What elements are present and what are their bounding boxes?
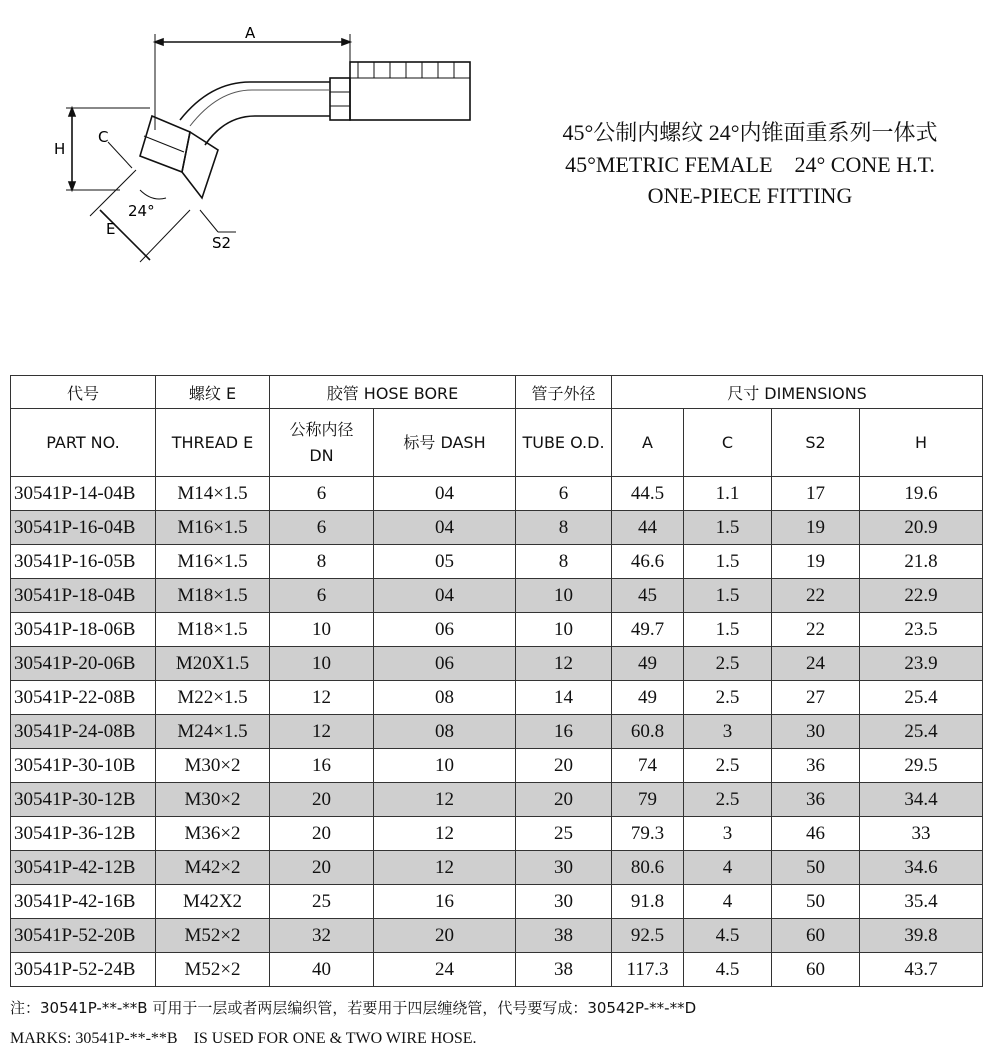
table-cell: 2.5 (684, 647, 772, 681)
table-cell: 30541P-52-20B (11, 919, 156, 953)
table-cell: 38 (516, 919, 612, 953)
table-cell: 4.5 (684, 919, 772, 953)
table-cell: 25.4 (860, 681, 983, 715)
header-dash: 标号 DASH (374, 409, 516, 477)
table-cell: 04 (374, 477, 516, 511)
table-cell: 30541P-42-12B (11, 851, 156, 885)
table-cell: 2.5 (684, 749, 772, 783)
table-cell: 20.9 (860, 511, 983, 545)
table-row (11, 851, 983, 885)
dim-h-arrow-top (69, 108, 75, 116)
table-cell: 16 (374, 885, 516, 919)
table-cell: 10 (270, 647, 374, 681)
table-cell: 10 (516, 579, 612, 613)
title-chinese: 45°公制内螺纹 24°内锥面重系列一体式 (562, 120, 938, 145)
table-cell: 46.6 (612, 545, 684, 579)
table-cell: 22.9 (860, 579, 983, 613)
table-cell: M24×1.5 (156, 715, 270, 749)
angle-arc (140, 190, 166, 199)
table-row (11, 545, 983, 579)
table-cell: M30×2 (156, 749, 270, 783)
table-cell: 20 (516, 749, 612, 783)
fitting-drawing (40, 20, 510, 280)
table-cell: 30541P-16-04B (11, 511, 156, 545)
table-row (11, 681, 983, 715)
note-chinese: 注：30541P-**-**B 可用于一层或者两层编织管，若要用于四层缠绕管，代号要写成：30542P-**-**D (10, 999, 697, 1017)
dim-a-label: A (245, 24, 256, 42)
table-row (11, 511, 983, 545)
header-dn-en: DN (309, 445, 334, 465)
table-row (11, 477, 983, 511)
table-cell: 20 (516, 783, 612, 817)
title-english-line1: 45°METRIC FEMALE 24° CONE H.T. (565, 152, 935, 177)
table-cell: 23.9 (860, 647, 983, 681)
table-cell: 1.5 (684, 545, 772, 579)
table-cell: 8 (516, 545, 612, 579)
dim-a-arrow-left (155, 39, 163, 45)
table-cell: 12 (270, 715, 374, 749)
table-cell: 16 (516, 715, 612, 749)
table-cell: M18×1.5 (156, 613, 270, 647)
socket-body (350, 62, 470, 120)
table-cell: 1.5 (684, 613, 772, 647)
table-cell: 30541P-30-12B (11, 783, 156, 817)
table-cell: 16 (270, 749, 374, 783)
header-a: A (612, 409, 684, 477)
table-cell: 20 (270, 851, 374, 885)
table-cell: 30541P-14-04B (11, 477, 156, 511)
table-cell: 12 (374, 817, 516, 851)
table-cell: 8 (270, 545, 374, 579)
hex-collar (330, 78, 350, 120)
table-cell: M36×2 (156, 817, 270, 851)
table-row (11, 749, 983, 783)
table-cell: 3 (684, 715, 772, 749)
table-cell: 25.4 (860, 715, 983, 749)
table-body (11, 477, 983, 987)
table-cell: 6 (270, 511, 374, 545)
table-cell: 30541P-24-08B (11, 715, 156, 749)
table-cell: 30541P-42-16B (11, 885, 156, 919)
table-cell: 6 (270, 477, 374, 511)
table-cell: 49 (612, 681, 684, 715)
table-cell: 30 (772, 715, 860, 749)
table-cell: M16×1.5 (156, 511, 270, 545)
dim-s2-label: S2 (212, 234, 232, 252)
table-cell: 91.8 (612, 885, 684, 919)
header-hose-bore: 胶管 HOSE BORE (270, 376, 516, 409)
table-cell: 20 (270, 817, 374, 851)
table-cell: 14 (516, 681, 612, 715)
header-thread-e: THREAD E (156, 409, 270, 477)
header-thread: 螺纹 E (156, 376, 270, 409)
table-cell: M30×2 (156, 783, 270, 817)
table-row (11, 715, 983, 749)
table-cell: 2.5 (684, 681, 772, 715)
dim-c-label: C (98, 128, 109, 146)
table-cell: 33 (860, 817, 983, 851)
table-row (11, 885, 983, 919)
dim-h-label: H (54, 140, 66, 158)
table-cell: 38 (516, 953, 612, 987)
table-cell: 50 (772, 851, 860, 885)
table-cell: 24 (772, 647, 860, 681)
header-h: H (860, 409, 983, 477)
header-part-no: PART NO. (11, 409, 156, 477)
table-row (11, 579, 983, 613)
table-cell: 34.6 (860, 851, 983, 885)
table-cell: M52×2 (156, 919, 270, 953)
dim-e-label: E (106, 220, 116, 238)
table-cell: 21.8 (860, 545, 983, 579)
table-cell: M42X2 (156, 885, 270, 919)
table-cell: 10 (270, 613, 374, 647)
table-cell: 44 (612, 511, 684, 545)
table-cell: 44.5 (612, 477, 684, 511)
table-cell: 30541P-16-05B (11, 545, 156, 579)
table-cell: 08 (374, 681, 516, 715)
table-cell: 36 (772, 749, 860, 783)
table-cell: 60 (772, 919, 860, 953)
table-cell: 79.3 (612, 817, 684, 851)
tube-outer (180, 82, 330, 120)
table-cell: 6 (516, 477, 612, 511)
table-cell: 12 (270, 681, 374, 715)
table-cell: 29.5 (860, 749, 983, 783)
table-row (11, 613, 983, 647)
table-cell: 35.4 (860, 885, 983, 919)
table-cell: 30541P-18-06B (11, 613, 156, 647)
table-cell: 30 (516, 885, 612, 919)
table-cell: 10 (516, 613, 612, 647)
table-cell: 25 (516, 817, 612, 851)
table-cell: 30541P-18-04B (11, 579, 156, 613)
table-cell: 50 (772, 885, 860, 919)
header-code: 代号 (11, 376, 156, 409)
table-cell: 60.8 (612, 715, 684, 749)
table-cell: 39.8 (860, 919, 983, 953)
dimensions-table (10, 375, 983, 987)
table-cell: M20X1.5 (156, 647, 270, 681)
table-cell: 30541P-52-24B (11, 953, 156, 987)
table-cell: 12 (516, 647, 612, 681)
table-cell: M42×2 (156, 851, 270, 885)
table-cell: 49.7 (612, 613, 684, 647)
header-c: C (684, 409, 772, 477)
nut-mid-line (144, 136, 184, 152)
table-cell: 30541P-22-08B (11, 681, 156, 715)
table-cell: 32 (270, 919, 374, 953)
header-tube-od: TUBE O.D. (516, 409, 612, 477)
table-cell: 1.1 (684, 477, 772, 511)
nut-side (182, 132, 218, 198)
table-cell: 34.4 (860, 783, 983, 817)
table-cell: 04 (374, 579, 516, 613)
note-english: MARKS: 30541P-**-**B IS USED FOR ONE & TWO WIRE HOSE. (10, 1030, 477, 1047)
tube-shade (190, 90, 330, 126)
table-cell: 10 (374, 749, 516, 783)
table-cell: 2.5 (684, 783, 772, 817)
table-cell: 92.5 (612, 919, 684, 953)
table-cell: 1.5 (684, 511, 772, 545)
table-cell: 19 (772, 545, 860, 579)
table-cell: 43.7 (860, 953, 983, 987)
table-cell: 30541P-20-06B (11, 647, 156, 681)
table-cell: 3 (684, 817, 772, 851)
table-cell: 40 (270, 953, 374, 987)
table-cell: 06 (374, 613, 516, 647)
table-row (11, 953, 983, 987)
table-row (11, 919, 983, 953)
table-cell: 12 (374, 783, 516, 817)
table-cell: 46 (772, 817, 860, 851)
title-english-line2: ONE-PIECE FITTING (647, 183, 853, 208)
table-cell: 4 (684, 851, 772, 885)
table-cell: 04 (374, 511, 516, 545)
header-row-2 (11, 409, 983, 477)
table-cell: M14×1.5 (156, 477, 270, 511)
table-cell: 6 (270, 579, 374, 613)
table-row (11, 647, 983, 681)
table-cell: 12 (374, 851, 516, 885)
header-s2: S2 (772, 409, 860, 477)
table-cell: 20 (374, 919, 516, 953)
table-cell: 36 (772, 783, 860, 817)
dim-h-arrow-bottom (69, 182, 75, 190)
table-cell: 27 (772, 681, 860, 715)
table-cell: 30541P-36-12B (11, 817, 156, 851)
table-cell: 4.5 (684, 953, 772, 987)
table-cell: 79 (612, 783, 684, 817)
header-tube: 管子外径 (516, 376, 612, 409)
table-cell: 74 (612, 749, 684, 783)
s2-leader (200, 210, 218, 232)
header-row-1 (11, 376, 983, 409)
table-cell: 49 (612, 647, 684, 681)
table-cell: 45 (612, 579, 684, 613)
table-cell: 30541P-30-10B (11, 749, 156, 783)
table-cell: 05 (374, 545, 516, 579)
table-cell: 1.5 (684, 579, 772, 613)
fitting-diagram-svg (40, 20, 510, 280)
table-cell: 117.3 (612, 953, 684, 987)
table-cell: 08 (374, 715, 516, 749)
table-cell: 23.5 (860, 613, 983, 647)
header-dn-cn: 公称内径 (289, 419, 354, 439)
table-cell: M16×1.5 (156, 545, 270, 579)
table-cell: 19.6 (860, 477, 983, 511)
table-cell: 17 (772, 477, 860, 511)
table-cell: 25 (270, 885, 374, 919)
header-dimensions: 尺寸 DIMENSIONS (612, 376, 983, 409)
dim-a-arrow-right (342, 39, 350, 45)
table-cell: M18×1.5 (156, 579, 270, 613)
table-cell: M22×1.5 (156, 681, 270, 715)
table-cell: 19 (772, 511, 860, 545)
angle-label: 24° (128, 202, 155, 220)
table-cell: 24 (374, 953, 516, 987)
table-cell: 30 (516, 851, 612, 885)
table-cell: M52×2 (156, 953, 270, 987)
table-row (11, 783, 983, 817)
tube-inner (205, 116, 330, 145)
table-cell: 22 (772, 613, 860, 647)
table-cell: 4 (684, 885, 772, 919)
table-cell: 06 (374, 647, 516, 681)
table-cell: 8 (516, 511, 612, 545)
table-cell: 80.6 (612, 851, 684, 885)
dim-c-line (108, 142, 132, 168)
table-row (11, 817, 983, 851)
table-cell: 20 (270, 783, 374, 817)
header-dn (270, 409, 374, 477)
table-cell: 60 (772, 953, 860, 987)
table-cell: 22 (772, 579, 860, 613)
